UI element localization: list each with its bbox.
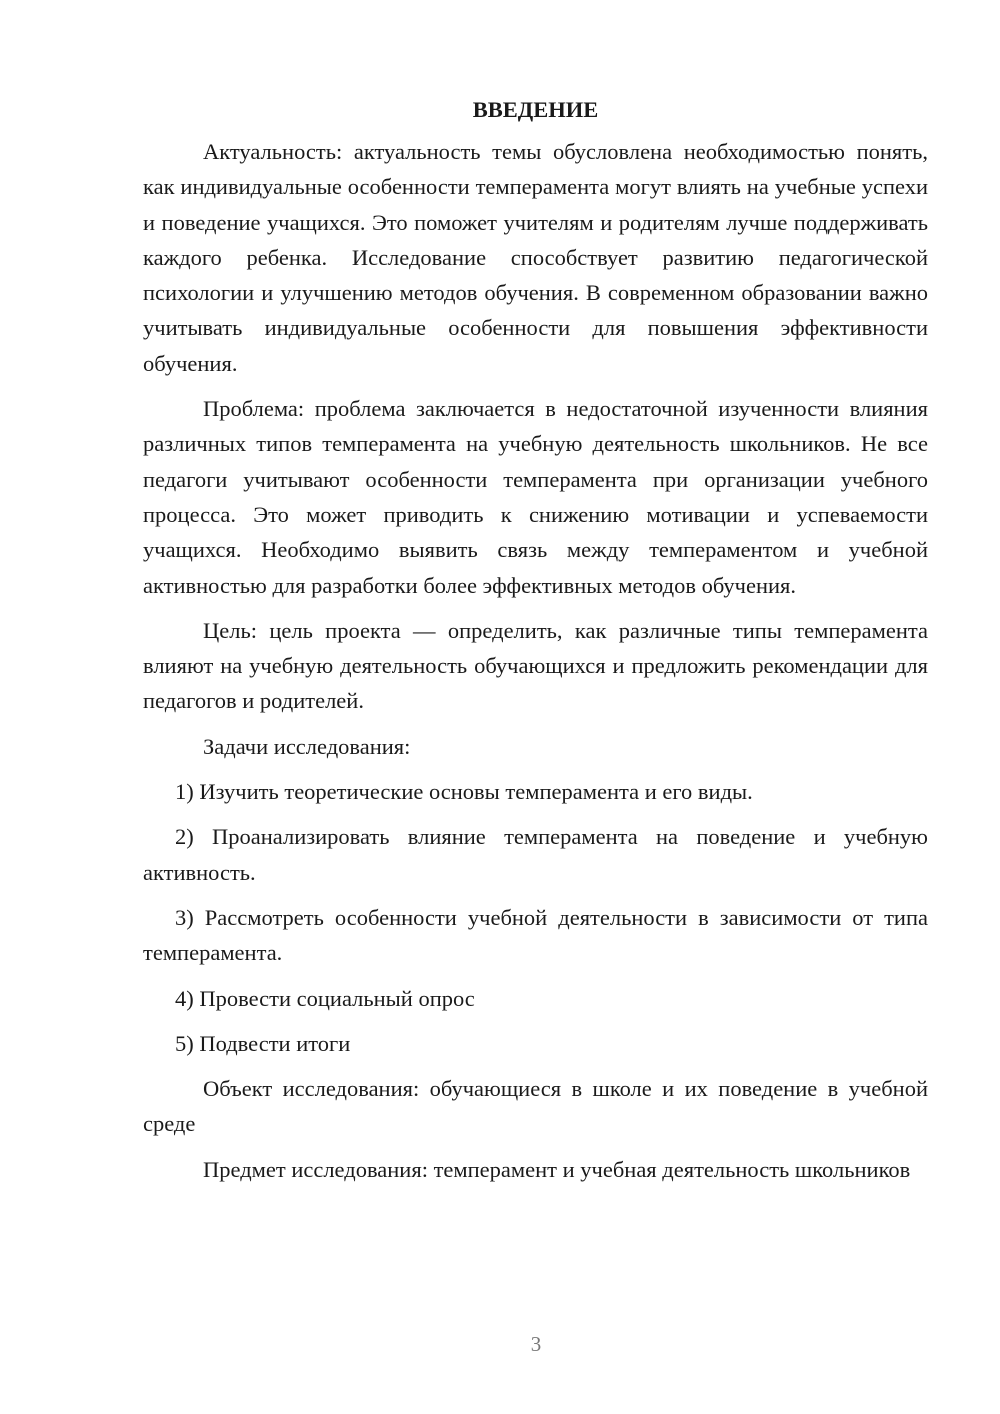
paragraph-relevance: Актуальность: актуальность темы обусловлена необходимостью понять, как индивидуальные особенности темперамента могут влиять на учебные успехи и поведение учащихся. Это поможет учителям и родителям лучше поддерживать каждого ребенка. Исследование способствует развитию педагогической психологии и улучшению методов обучения. В современном образовании важно учитывать индивидуальные особенности для повышения эффективности обучения.	[143, 139, 928, 376]
paragraph-object: Объект исследования: обучающиеся в школе и их поведение в учебной среде	[143, 1076, 928, 1137]
task-item: 3) Рассмотреть особенности учебной деятельности в зависимости от типа темперамента.	[143, 904, 928, 966]
section-heading: ВВЕДЕНИЕ	[472, 97, 599, 122]
paragraph-tasks-title: Задачи исследования:	[203, 733, 411, 759]
paragraph-problem: Проблема: проблема заключается в недостаточной изученности влияния различных типов темперамента на учебную деятельность школьников. Не все педагоги учитывают особенности темперамента при организации учебного процесса. Это может приводить к снижению мотивации и успеваемости учащихся. Необходимо выявить связь между темпераментом и учебной активностью для разработки более эффективных методов обучения.	[143, 396, 928, 598]
task-item: 2) Проанализировать влияние темперамента на поведение и учебную активность.	[143, 824, 928, 885]
paragraph-subject: Предмет исследования: темперамент и учебная деятельность школьников	[203, 1156, 911, 1182]
page-content	[143, 92, 928, 1197]
task-item: 1) Изучить теоретические основы темперамента и его виды.	[175, 779, 753, 805]
page-number: 3	[530, 1332, 542, 1356]
task-item: 4) Провести социальный опрос	[175, 985, 475, 1011]
paragraph-goal: Цель: цель проекта — определить, как различные типы темперамента влияют на учебную деятельность обучающихся и предложить рекомендации для педагогов и родителей.	[143, 617, 928, 714]
task-item: 5) Подвести итоги	[175, 1030, 351, 1056]
tasks-list	[143, 774, 928, 1061]
